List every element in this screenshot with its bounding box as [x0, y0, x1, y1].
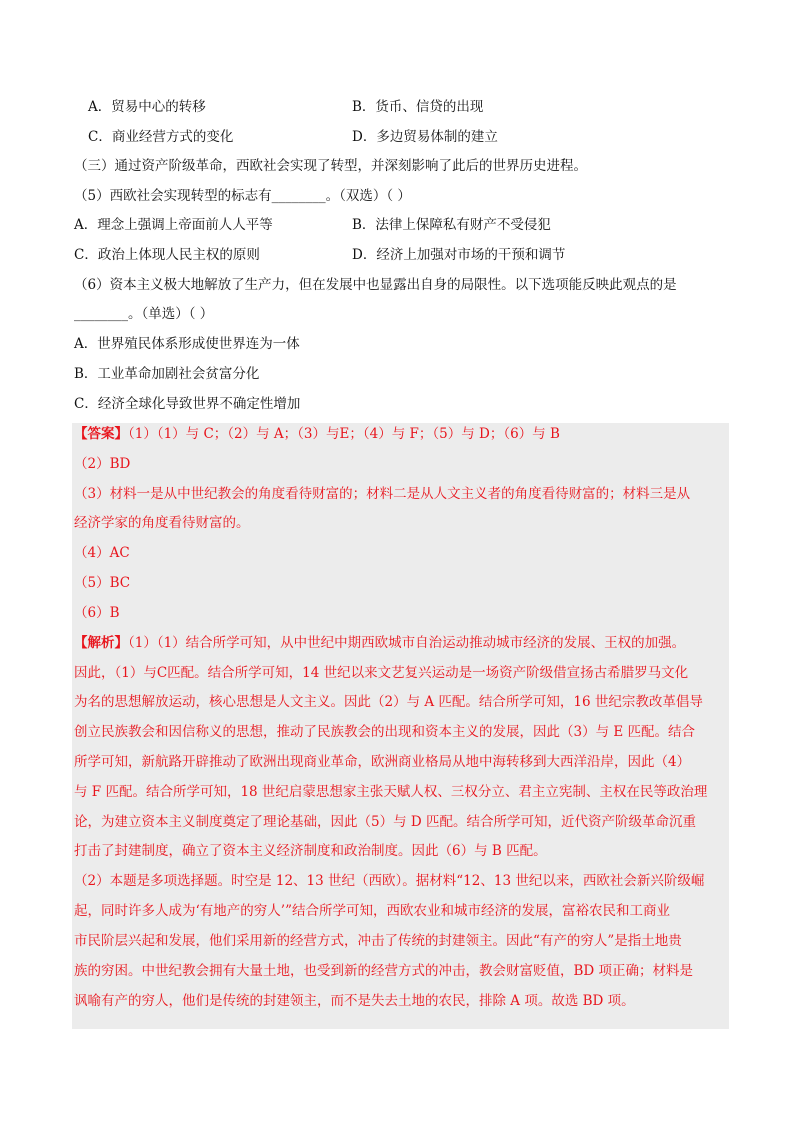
- answer-q1: （1）（1）与 C；（2）与 A；（3）与E；（4）与 F；（5）与 D；（6）与 B: [128, 426, 560, 442]
- analysis-line-11: 市民阶层兴起和发展，他们采用新的经营方式，冲击了传统的封建领主。因此“有产的穷人”是指土地贵: [74, 933, 682, 949]
- analysis-line-13: 讽喻有产的穷人，他们是传统的封建领主，而不是失去土地的农民，排除 A 项。故选 BD 项。: [74, 993, 635, 1009]
- analysis-line-9: （2）本题是多项选择题。时空是 12、13 世纪（西欧）。据材料“12、13 世纪以来，西欧社会新兴阶级崛: [74, 873, 705, 889]
- q6-stem-line1: （6）资本主义极大地解放了生产力，但在发展中也显露出自身的局限性。以下选项能反映此观点的是: [74, 277, 677, 293]
- q5-stem: （5）西欧社会实现转型的标志有________。（双选）（ ）: [74, 188, 411, 204]
- option-d-multilateral-trade: D．多边贸易体制的建立: [352, 129, 498, 145]
- analysis-line-6: 与 F 匹配。结合所学可知，18 世纪启蒙思想家主张天赋人权、三权分立、君主立宪制、主权在民等政治理: [74, 784, 708, 800]
- q6-option-a: A．世界殖民体系形成使世界连为一体: [74, 336, 300, 352]
- answer-q3-line1: （3）材料一是从中世纪教会的角度看待财富的；材料二是从人文主义者的角度看待财富的；材料三是从: [74, 486, 691, 502]
- analysis-tag: 【解析】: [74, 635, 128, 651]
- analysis-line-4: 创立民族教会和因信称义的思想，推动了民族教会的出现和资本主义的发展，因此（3）与 E 匹配。结合: [74, 724, 696, 740]
- answer-q6: （6）B: [74, 605, 120, 621]
- analysis-line-7: 论，为建立资本主义制度奠定了理论基础，因此（5）与 D 匹配。结合所学可知，近代资产阶级革命沉重: [74, 814, 696, 830]
- answer-line1: [74, 424, 560, 444]
- q5-option-d: D．经济上加强对市场的干预和调节: [352, 247, 566, 263]
- analysis-line-10: 起，同时许多人成为‘有地产的穷人’”结合所学可知，西欧农业和城市经济的发展，富裕农民和工商业: [74, 903, 670, 919]
- answer-q2: （2）BD: [74, 456, 131, 472]
- analysis-line-5: 所学可知，新航路开辟推动了欧洲出现商业革命，欧洲商业格局从地中海转移到大西洋沿岸，因此（4）: [74, 754, 691, 770]
- option-b-currency-credit: B．货币、信贷的出现: [352, 99, 484, 115]
- answer-q4: （4）AC: [74, 545, 130, 561]
- option-c-business-methods: C．商业经营方式的变化: [88, 129, 234, 145]
- answer-q5: （5）BC: [74, 575, 131, 591]
- analysis-line-1-text: （1）（1）结合所学可知，从中世纪中期西欧城市自治运动推动城市经济的发展、王权的加强。: [128, 635, 686, 651]
- option-a-trade-center: A．贸易中心的转移: [88, 99, 206, 115]
- analysis-line-2: 因此，（1）与C匹配。结合所学可知，14 世纪以来文艺复兴运动是一场资产阶级借宣扬古希腊罗马文化: [74, 665, 689, 681]
- q6-option-c: C．经济全球化导致世界不确定性增加: [74, 396, 301, 412]
- q6-option-b: B．工业革命加剧社会贫富分化: [74, 366, 260, 382]
- answer-tag: 【答案】: [74, 426, 128, 442]
- analysis-line-12: 族的穷困。中世纪教会拥有大量土地，也受到新的经营方式的冲击，教会财富贬值，BD 项正确；材料是: [74, 963, 694, 979]
- q6-stem-line2: ________。（单选）（ ）: [74, 306, 214, 322]
- analysis-line-8: 打击了封建制度，确立了资本主义经济制度和政治制度。因此（6）与 B 匹配。: [74, 843, 547, 859]
- analysis-line-3: 为名的思想解放运动，核心思想是人文主义。因此（2）与 A 匹配。结合所学可知，16 世纪宗教改革倡导: [74, 694, 703, 710]
- q5-option-b: B．法律上保障私有财产不受侵犯: [352, 217, 551, 233]
- q5-option-c: C．政治上体现人民主权的原则: [74, 247, 260, 263]
- analysis-line-1: [74, 633, 685, 653]
- section3-intro: （三）通过资产阶级革命，西欧社会实现了转型，并深刻影响了此后的世界历史进程。: [74, 158, 587, 174]
- answer-q3-line2: 经济学家的角度看待财富的。: [74, 515, 250, 531]
- q5-option-a: A．理念上强调上帝面前人人平等: [74, 217, 273, 233]
